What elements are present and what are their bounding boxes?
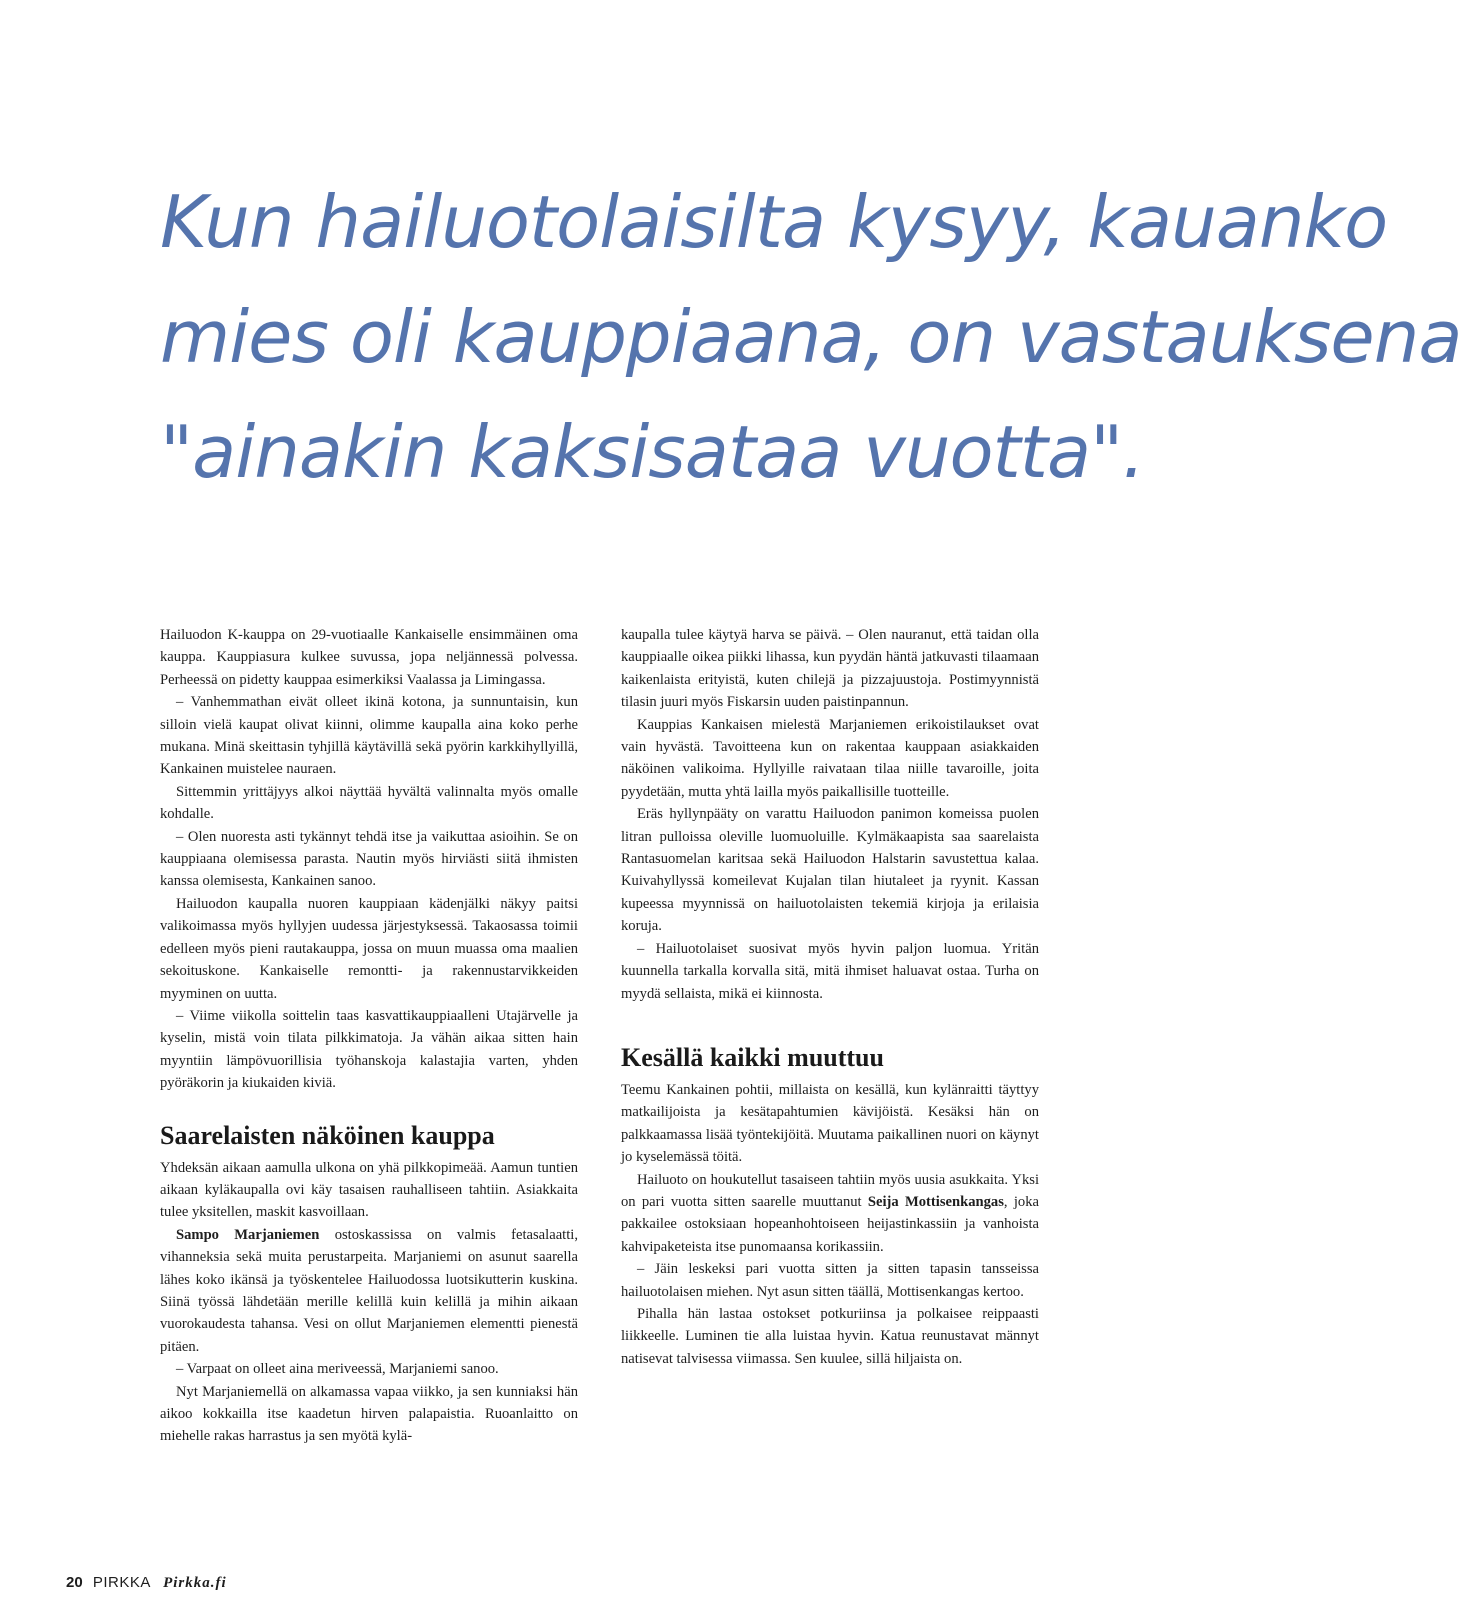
page-footer xyxy=(66,1574,227,1592)
paragraph-text: , joka pakkailee ostoksiaan hopeanhohtoiseen heijastinkassiin ja vanhoista kahvipaketeista itse punomaansa korikassiin. xyxy=(621,1193,1039,1255)
paragraph-text: Hailuoto on houkutellut tasaiseen tahtiin myös uusia asukkaita. Yksi on pari vuotta sitten saarelle muuttanut xyxy=(621,1171,1039,1210)
paragraph: Hailuodon K-kauppa on 29-vuotiaalle Kankaiselle ensimmäinen oma kauppa. Kauppiasura kulkee suvussa, jopa neljännessä polvessa. Perheessä on pidetty kauppaa esimerkiksi Vaalassa ja Limingassa. xyxy=(160,627,578,688)
paragraph: Teemu Kankainen pohtii, millaista on kesällä, kun kylänraitti täyttyy matkailijoista ja kesätapahtumien kävijöistä. Kesäksi hän on palkkaamassa lisää työntekijöitä. Muutama paikallinen nuori on käynyt jo kyselemässä töitä. xyxy=(621,1081,1039,1166)
paragraph: Yhdeksän aikaan aamulla ulkona on yhä pilkkopimeää. Aamun tuntien aikaan kyläkaupalla ovi käy tasaisen rauhalliseen tahtiin. Asiakkaita tulee yksitellen, maskit kasvoillaan. xyxy=(160,1159,578,1221)
paragraph: – Olen nuoresta asti tykännyt tehdä itse ja vaikuttaa asioihin. Se on kauppiaana olemisessa parasta. Nautin myös hirviästi siitä ihmisten kanssa olemisesta, Kankainen sanoo. xyxy=(160,828,578,890)
pull-quote-line-2: mies oli kauppiaana, on vastauksena xyxy=(160,295,1461,379)
paragraph: Pihalla hän lastaa ostokset potkuriinsa ja polkaisee reippaasti liikkeelle. Luminen tie alla luistaa hyvin. Katua reunustavat männyt natisevat talvisessa viimassa. Sen kuulee, sillä hiljaista on. xyxy=(621,1305,1039,1367)
paragraph xyxy=(160,1224,578,1358)
pull-quote xyxy=(160,165,1461,510)
paragraph: Eräs hyllynpääty on varattu Hailuodon panimon komeissa puolen litran pulloissa oleville luomuoluille. Kylmäkaapista saa saarelaista Rantasuomelan karitsaa sekä Hailuodon Halstarin savustettua kalaa. Kuivahyllyssä komeilevat Kujalan tilan hiutaleet ja ryynit. Kassan kupeessa myynnissä on hailuotolaisten tekemiä kirjoja ja erilaisia koruja. xyxy=(621,806,1039,935)
pull-quote-line-1: Kun hailuotolaisilta kysyy, kauanko xyxy=(160,180,1388,264)
paragraph: – Viime viikolla soittelin taas kasvattikauppiaalleni Utajärvelle ja kyselin, mistä voin tilata pilkkimatoja. Ja vähän aikaa sitten hain myyntiin lämpövuorillisia työhanskoja kalastajia varten, yhden pyöräkorin ja kiukaiden kiviä. xyxy=(160,1007,578,1092)
section-heading: Kesällä kaikki muuttuu xyxy=(621,1042,884,1072)
paragraph: – Varpaat on olleet aina meriveessä, Marjaniemi sanoo. xyxy=(176,1361,499,1378)
article-column-left xyxy=(160,624,578,1448)
paragraph: Hailuodon kaupalla nuoren kauppiaan kädenjälki näkyy paitsi valikoimassa myös hyllyjen uudessa järjestyksessä. Takaosassa toimii edelleen myös pieni rautakauppa, jossa on muun muassa oma maalien sekoituskone. Kankaiselle remontti- ja rakennustarvikkeiden myyminen on uutta. xyxy=(160,895,578,1002)
paragraph: Kauppias Kankaisen mielestä Marjaniemen erikoistilaukset ovat vain hyvästä. Tavoitteena kun on rakentaa kauppaan asiakkaiden näköinen valikoima. Hyllyille raivataan tilaa niille tavaroille, joita pyydetään, mutta yhtä lailla myös paikallisille tuotteille. xyxy=(621,716,1039,800)
magazine-brand: PIRKKA xyxy=(92,1574,151,1591)
person-name: Seija Mottisenkangas xyxy=(867,1193,1004,1210)
paragraph: – Vanhemmathan eivät olleet ikinä kotona, ja sunnuntaisin, kun silloin vielä kaupat olivat kiinni, olimme kaupalla aina koko perhe mukana. Minä skeittasin tyhjillä käytävillä sekä pyörin karkkihyllyillä, Kankainen muistelee nauraen. xyxy=(160,694,578,778)
paragraph: – Hailuotolaiset suosivat myös hyvin paljon luomua. Yritän kuunnella tarkalla korvalla sitä, mitä ihmiset haluavat ostaa. Turha on myydä sellaista, mikä ei kiinnosta. xyxy=(621,940,1039,1002)
article-column-right xyxy=(621,624,1039,1370)
paragraph xyxy=(621,1169,1039,1259)
paragraph: Nyt Marjaniemellä on alkamassa vapaa viikko, ja sen kunniaksi hän aikoo kokkailla itse kaadetun hirven palapaistia. Ruoanlaitto on miehelle rakas harrastus ja sen myötä kylä- xyxy=(160,1383,578,1445)
paragraph: kaupalla tulee käytyä harva se päivä. – Olen nauranut, että taidan olla kauppiaalle oikea piikki lihassa, kun pyydän häntä jatkuvasti tilaamaan kaikenlaista erityistä, kuten chilejä ja pizzajuustoja. Postimyynnistä tilasin juuri myös Fiskarsin uuden paistinpannun. xyxy=(621,627,1039,711)
paragraph-text: ostoskassissa on valmis fetasalaatti, vihanneksia sekä muita perustarpeita. Marjaniemi on asunut saarella lähes koko ikänsä ja työskentelee Hailuodossa luotsikutterin kuskina. Siinä työssä lähdetään merille kelillä kuin kelillä ja mihin aikaan vuorokaudesta tahansa. Vesi on ollut Marjaniemen elementti pienestä pitäen. xyxy=(160,1226,578,1355)
paragraph: Sittemmin yrittäjyys alkoi näyttää hyvältä valinnalta myös omalle kohdalle. xyxy=(160,783,578,823)
pull-quote-line-3: "ainakin kaksisataa vuotta". xyxy=(160,410,1145,494)
section-heading: Saarelaisten näköinen kauppa xyxy=(160,1120,495,1150)
website-link[interactable]: Pirkka.fi xyxy=(163,1575,227,1591)
person-name: Sampo Marjaniemen xyxy=(176,1226,320,1243)
paragraph: – Jäin leskeksi pari vuotta sitten ja sitten tapasin tansseissa hailuotolaisen miehen. Nyt asun sitten täällä, Mottisenkangas kertoo. xyxy=(621,1261,1039,1300)
page-number: 20 xyxy=(66,1574,83,1591)
